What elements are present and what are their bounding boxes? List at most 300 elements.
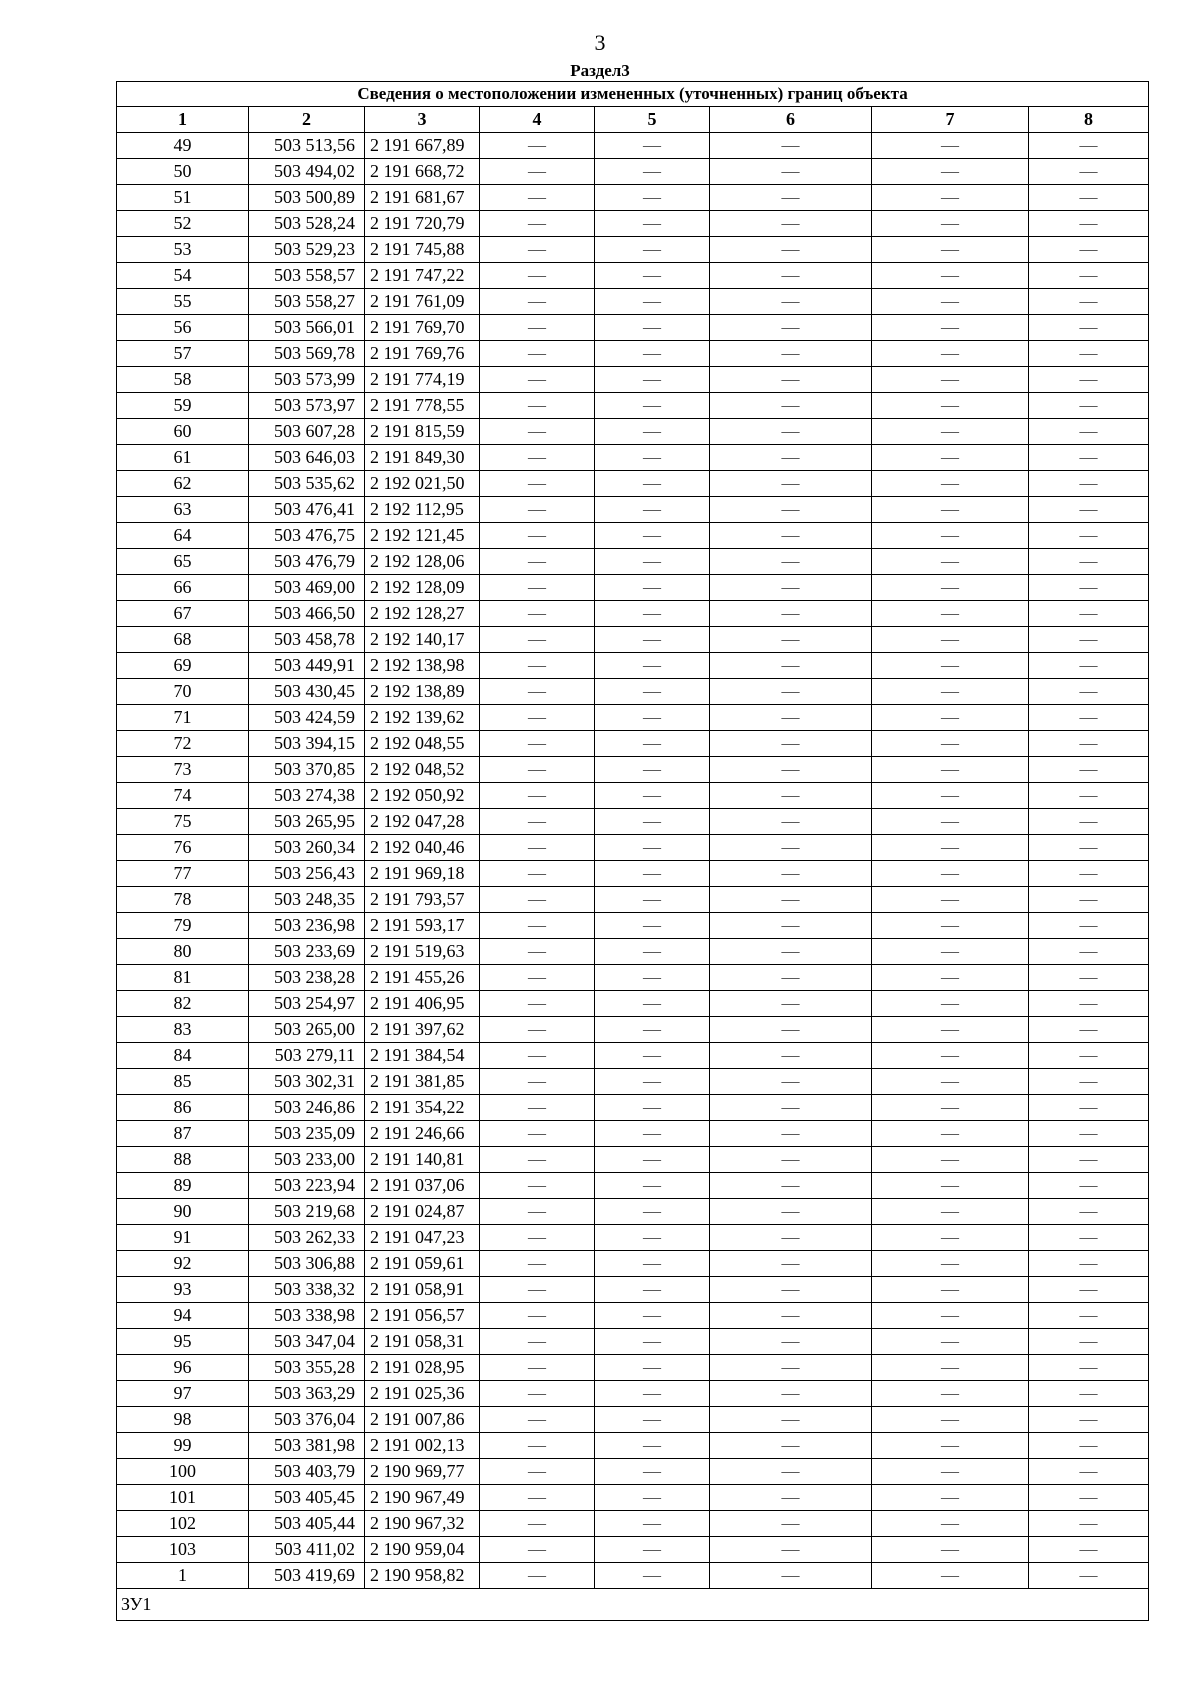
empty-dash-cell: — [710,601,872,627]
empty-dash-cell: — [595,367,710,393]
empty-dash-cell: — [1029,575,1149,601]
empty-dash-cell: — [480,809,595,835]
empty-dash-cell: — [480,601,595,627]
empty-dash-cell: — [480,1329,595,1355]
empty-dash-cell: — [1029,1095,1149,1121]
empty-dash-cell: — [872,991,1029,1017]
empty-dash-cell: — [710,1225,872,1251]
table-row [117,913,1149,939]
empty-dash-cell: — [595,1199,710,1225]
empty-dash-cell: — [1029,601,1149,627]
x-coordinate-cell: 503 476,41 [249,497,365,523]
empty-dash-cell: — [1029,1043,1149,1069]
empty-dash-cell: — [1029,1355,1149,1381]
empty-dash-cell: — [595,1147,710,1173]
empty-dash-cell: — [872,445,1029,471]
point-number-cell: 91 [117,1225,249,1251]
empty-dash-cell: — [710,263,872,289]
empty-dash-cell: — [1029,1381,1149,1407]
empty-dash-cell: — [710,497,872,523]
table-row [117,731,1149,757]
empty-dash-cell: — [595,835,710,861]
empty-dash-cell: — [710,471,872,497]
x-coordinate-cell: 503 260,34 [249,835,365,861]
point-number-cell: 62 [117,471,249,497]
empty-dash-cell: — [1029,1563,1149,1589]
point-number-cell: 103 [117,1537,249,1563]
empty-dash-cell: — [872,263,1029,289]
point-number-cell: 53 [117,237,249,263]
point-number-cell: 51 [117,185,249,211]
empty-dash-cell: — [595,653,710,679]
y-coordinate-cell: 2 192 050,92 [365,783,480,809]
y-coordinate-cell: 2 191 593,17 [365,913,480,939]
empty-dash-cell: — [872,393,1029,419]
x-coordinate-cell: 503 338,32 [249,1277,365,1303]
empty-dash-cell: — [1029,1251,1149,1277]
x-coordinate-cell: 503 233,69 [249,939,365,965]
x-coordinate-cell: 503 529,23 [249,237,365,263]
table-row [117,315,1149,341]
table-row [117,1095,1149,1121]
table-row [117,627,1149,653]
empty-dash-cell: — [872,757,1029,783]
y-coordinate-cell: 2 192 047,28 [365,809,480,835]
empty-dash-cell: — [595,965,710,991]
empty-dash-cell: — [710,757,872,783]
empty-dash-cell: — [595,1277,710,1303]
empty-dash-cell: — [710,133,872,159]
empty-dash-cell: — [1029,809,1149,835]
point-number-cell: 82 [117,991,249,1017]
table-row [117,1043,1149,1069]
empty-dash-cell: — [872,1329,1029,1355]
empty-dash-cell: — [1029,133,1149,159]
empty-dash-cell: — [1029,1511,1149,1537]
empty-dash-cell: — [480,159,595,185]
x-coordinate-cell: 503 569,78 [249,341,365,367]
empty-dash-cell: — [1029,549,1149,575]
empty-dash-cell: — [710,237,872,263]
table-row [117,497,1149,523]
x-coordinate-cell: 503 411,02 [249,1537,365,1563]
empty-dash-cell: — [710,523,872,549]
empty-dash-cell: — [480,445,595,471]
empty-dash-cell: — [1029,237,1149,263]
y-coordinate-cell: 2 191 745,88 [365,237,480,263]
y-coordinate-cell: 2 191 028,95 [365,1355,480,1381]
empty-dash-cell: — [1029,705,1149,731]
empty-dash-cell: — [595,783,710,809]
table-row [117,1537,1149,1563]
point-number-cell: 54 [117,263,249,289]
empty-dash-cell: — [710,991,872,1017]
empty-dash-cell: — [710,1173,872,1199]
empty-dash-cell: — [480,549,595,575]
empty-dash-cell: — [872,289,1029,315]
table-row [117,757,1149,783]
x-coordinate-cell: 503 466,50 [249,601,365,627]
point-number-cell: 88 [117,1147,249,1173]
y-coordinate-cell: 2 192 048,52 [365,757,480,783]
y-coordinate-cell: 2 191 381,85 [365,1069,480,1095]
y-coordinate-cell: 2 190 967,49 [365,1485,480,1511]
table-row [117,1303,1149,1329]
empty-dash-cell: — [480,315,595,341]
empty-dash-cell: — [872,1147,1029,1173]
x-coordinate-cell: 503 419,69 [249,1563,365,1589]
y-coordinate-cell: 2 192 048,55 [365,731,480,757]
empty-dash-cell: — [595,1459,710,1485]
empty-dash-cell: — [480,575,595,601]
empty-dash-cell: — [480,1173,595,1199]
empty-dash-cell: — [872,133,1029,159]
empty-dash-cell: — [595,1433,710,1459]
empty-dash-cell: — [480,1017,595,1043]
y-coordinate-cell: 2 191 681,67 [365,185,480,211]
point-number-cell: 95 [117,1329,249,1355]
empty-dash-cell: — [872,1173,1029,1199]
empty-dash-cell: — [595,1225,710,1251]
empty-dash-cell: — [710,861,872,887]
empty-dash-cell: — [595,523,710,549]
column-header: 1 [117,107,249,133]
y-coordinate-cell: 2 191 969,18 [365,861,480,887]
empty-dash-cell: — [872,549,1029,575]
empty-dash-cell: — [595,601,710,627]
x-coordinate-cell: 503 233,00 [249,1147,365,1173]
empty-dash-cell: — [595,913,710,939]
point-number-cell: 55 [117,289,249,315]
point-number-cell: 50 [117,159,249,185]
empty-dash-cell: — [480,1511,595,1537]
empty-dash-cell: — [710,1433,872,1459]
table-row [117,679,1149,705]
point-number-cell: 92 [117,1251,249,1277]
point-number-cell: 83 [117,1017,249,1043]
empty-dash-cell: — [872,1043,1029,1069]
empty-dash-cell: — [1029,1277,1149,1303]
empty-dash-cell: — [480,939,595,965]
point-number-cell: 102 [117,1511,249,1537]
empty-dash-cell: — [710,1121,872,1147]
x-coordinate-cell: 503 394,15 [249,731,365,757]
empty-dash-cell: — [595,679,710,705]
empty-dash-cell: — [710,705,872,731]
empty-dash-cell: — [480,1459,595,1485]
empty-dash-cell: — [1029,1199,1149,1225]
empty-dash-cell: — [710,549,872,575]
empty-dash-cell: — [595,1069,710,1095]
y-coordinate-cell: 2 190 969,77 [365,1459,480,1485]
table-row [117,991,1149,1017]
empty-dash-cell: — [595,263,710,289]
y-coordinate-cell: 2 191 246,66 [365,1121,480,1147]
empty-dash-cell: — [480,1147,595,1173]
empty-dash-cell: — [872,315,1029,341]
empty-dash-cell: — [872,1251,1029,1277]
empty-dash-cell: — [872,1121,1029,1147]
y-coordinate-cell: 2 191 519,63 [365,939,480,965]
x-coordinate-cell: 503 535,62 [249,471,365,497]
table-row [117,653,1149,679]
empty-dash-cell: — [595,575,710,601]
x-coordinate-cell: 503 236,98 [249,913,365,939]
empty-dash-cell: — [595,861,710,887]
point-number-cell: 66 [117,575,249,601]
point-number-cell: 74 [117,783,249,809]
empty-dash-cell: — [480,185,595,211]
x-coordinate-cell: 503 248,35 [249,887,365,913]
point-number-cell: 1 [117,1563,249,1589]
empty-dash-cell: — [595,1303,710,1329]
x-coordinate-cell: 503 254,97 [249,991,365,1017]
table-row [117,1225,1149,1251]
empty-dash-cell: — [872,939,1029,965]
table-row [117,367,1149,393]
x-coordinate-cell: 503 355,28 [249,1355,365,1381]
empty-dash-cell: — [1029,965,1149,991]
empty-dash-cell: — [1029,1147,1149,1173]
x-coordinate-cell: 503 573,97 [249,393,365,419]
empty-dash-cell: — [480,419,595,445]
empty-dash-cell: — [595,1095,710,1121]
empty-dash-cell: — [480,237,595,263]
table-row [117,1563,1149,1589]
y-coordinate-cell: 2 191 059,61 [365,1251,480,1277]
empty-dash-cell: — [480,1225,595,1251]
x-coordinate-cell: 503 558,57 [249,263,365,289]
empty-dash-cell: — [710,627,872,653]
y-coordinate-cell: 2 192 128,06 [365,549,480,575]
table-row [117,1147,1149,1173]
empty-dash-cell: — [872,1069,1029,1095]
point-number-cell: 76 [117,835,249,861]
empty-dash-cell: — [595,887,710,913]
empty-dash-cell: — [480,367,595,393]
point-number-cell: 69 [117,653,249,679]
point-number-cell: 80 [117,939,249,965]
empty-dash-cell: — [872,835,1029,861]
empty-dash-cell: — [872,185,1029,211]
x-coordinate-cell: 503 274,38 [249,783,365,809]
table-row [117,445,1149,471]
empty-dash-cell: — [872,419,1029,445]
y-coordinate-cell: 2 190 958,82 [365,1563,480,1589]
table-row [117,1017,1149,1043]
empty-dash-cell: — [595,731,710,757]
empty-dash-cell: — [595,393,710,419]
y-coordinate-cell: 2 191 058,91 [365,1277,480,1303]
empty-dash-cell: — [1029,861,1149,887]
empty-dash-cell: — [710,1381,872,1407]
empty-dash-cell: — [595,757,710,783]
x-coordinate-cell: 503 528,24 [249,211,365,237]
empty-dash-cell: — [595,1537,710,1563]
coordinates-table [116,81,1149,1621]
table-row [117,1329,1149,1355]
empty-dash-cell: — [1029,289,1149,315]
y-coordinate-cell: 2 190 967,32 [365,1511,480,1537]
empty-dash-cell: — [595,809,710,835]
table-row [117,1173,1149,1199]
point-number-cell: 77 [117,861,249,887]
y-coordinate-cell: 2 191 815,59 [365,419,480,445]
empty-dash-cell: — [872,653,1029,679]
caption-row [117,82,1149,107]
empty-dash-cell: — [1029,1017,1149,1043]
empty-dash-cell: — [710,341,872,367]
empty-dash-cell: — [1029,1121,1149,1147]
empty-dash-cell: — [595,237,710,263]
empty-dash-cell: — [710,1407,872,1433]
y-coordinate-cell: 2 192 121,45 [365,523,480,549]
x-coordinate-cell: 503 424,59 [249,705,365,731]
y-coordinate-cell: 2 191 849,30 [365,445,480,471]
table-row [117,1381,1149,1407]
point-number-cell: 59 [117,393,249,419]
table-row [117,1511,1149,1537]
empty-dash-cell: — [595,341,710,367]
y-coordinate-cell: 2 191 384,54 [365,1043,480,1069]
empty-dash-cell: — [595,627,710,653]
empty-dash-cell: — [710,1485,872,1511]
table-row [117,211,1149,237]
empty-dash-cell: — [710,419,872,445]
x-coordinate-cell: 503 573,99 [249,367,365,393]
y-coordinate-cell: 2 191 747,22 [365,263,480,289]
empty-dash-cell: — [710,1563,872,1589]
empty-dash-cell: — [1029,471,1149,497]
empty-dash-cell: — [1029,1459,1149,1485]
point-number-cell: 63 [117,497,249,523]
empty-dash-cell: — [872,1225,1029,1251]
empty-dash-cell: — [710,1277,872,1303]
table-row [117,289,1149,315]
empty-dash-cell: — [595,1511,710,1537]
y-coordinate-cell: 2 191 793,57 [365,887,480,913]
empty-dash-cell: — [872,1277,1029,1303]
empty-dash-cell: — [710,1251,872,1277]
table-row [117,835,1149,861]
empty-dash-cell: — [480,263,595,289]
point-number-cell: 96 [117,1355,249,1381]
y-coordinate-cell: 2 191 668,72 [365,159,480,185]
empty-dash-cell: — [1029,1303,1149,1329]
point-number-cell: 64 [117,523,249,549]
x-coordinate-cell: 503 262,33 [249,1225,365,1251]
y-coordinate-cell: 2 191 778,55 [365,393,480,419]
empty-dash-cell: — [872,1459,1029,1485]
y-coordinate-cell: 2 192 138,98 [365,653,480,679]
point-number-cell: 70 [117,679,249,705]
empty-dash-cell: — [872,1017,1029,1043]
empty-dash-cell: — [595,419,710,445]
y-coordinate-cell: 2 192 040,46 [365,835,480,861]
empty-dash-cell: — [480,1069,595,1095]
empty-dash-cell: — [710,913,872,939]
empty-dash-cell: — [480,965,595,991]
empty-dash-cell: — [480,991,595,1017]
empty-dash-cell: — [1029,991,1149,1017]
y-coordinate-cell: 2 191 024,87 [365,1199,480,1225]
point-number-cell: 94 [117,1303,249,1329]
empty-dash-cell: — [710,1511,872,1537]
x-coordinate-cell: 503 223,94 [249,1173,365,1199]
footer-row [117,1589,1149,1621]
empty-dash-cell: — [710,315,872,341]
y-coordinate-cell: 2 192 139,62 [365,705,480,731]
empty-dash-cell: — [1029,887,1149,913]
table-row [117,1433,1149,1459]
empty-dash-cell: — [872,1355,1029,1381]
empty-dash-cell: — [872,1485,1029,1511]
point-number-cell: 93 [117,1277,249,1303]
empty-dash-cell: — [710,1303,872,1329]
point-number-cell: 65 [117,549,249,575]
column-header: 2 [249,107,365,133]
empty-dash-cell: — [872,575,1029,601]
table-row [117,263,1149,289]
empty-dash-cell: — [710,289,872,315]
empty-dash-cell: — [710,1199,872,1225]
empty-dash-cell: — [1029,939,1149,965]
empty-dash-cell: — [1029,393,1149,419]
empty-dash-cell: — [480,1251,595,1277]
x-coordinate-cell: 503 347,04 [249,1329,365,1355]
x-coordinate-cell: 503 265,00 [249,1017,365,1043]
x-coordinate-cell: 503 449,91 [249,653,365,679]
column-header: 6 [710,107,872,133]
empty-dash-cell: — [1029,523,1149,549]
empty-dash-cell: — [1029,1537,1149,1563]
point-number-cell: 72 [117,731,249,757]
point-number-cell: 100 [117,1459,249,1485]
empty-dash-cell: — [710,185,872,211]
table-row [117,705,1149,731]
empty-dash-cell: — [1029,1485,1149,1511]
empty-dash-cell: — [710,159,872,185]
table-row [117,1459,1149,1485]
point-number-cell: 60 [117,419,249,445]
empty-dash-cell: — [1029,1069,1149,1095]
empty-dash-cell: — [710,939,872,965]
empty-dash-cell: — [872,627,1029,653]
point-number-cell: 58 [117,367,249,393]
empty-dash-cell: — [872,705,1029,731]
empty-dash-cell: — [872,211,1029,237]
empty-dash-cell: — [710,731,872,757]
x-coordinate-cell: 503 363,29 [249,1381,365,1407]
empty-dash-cell: — [480,627,595,653]
empty-dash-cell: — [480,1095,595,1121]
empty-dash-cell: — [1029,263,1149,289]
empty-dash-cell: — [710,367,872,393]
point-number-cell: 61 [117,445,249,471]
empty-dash-cell: — [480,1485,595,1511]
table-row [117,237,1149,263]
x-coordinate-cell: 503 494,02 [249,159,365,185]
x-coordinate-cell: 503 405,45 [249,1485,365,1511]
point-number-cell: 97 [117,1381,249,1407]
empty-dash-cell: — [1029,367,1149,393]
empty-dash-cell: — [872,913,1029,939]
empty-dash-cell: — [480,1563,595,1589]
empty-dash-cell: — [1029,1225,1149,1251]
x-coordinate-cell: 503 646,03 [249,445,365,471]
empty-dash-cell: — [595,1017,710,1043]
empty-dash-cell: — [1029,731,1149,757]
